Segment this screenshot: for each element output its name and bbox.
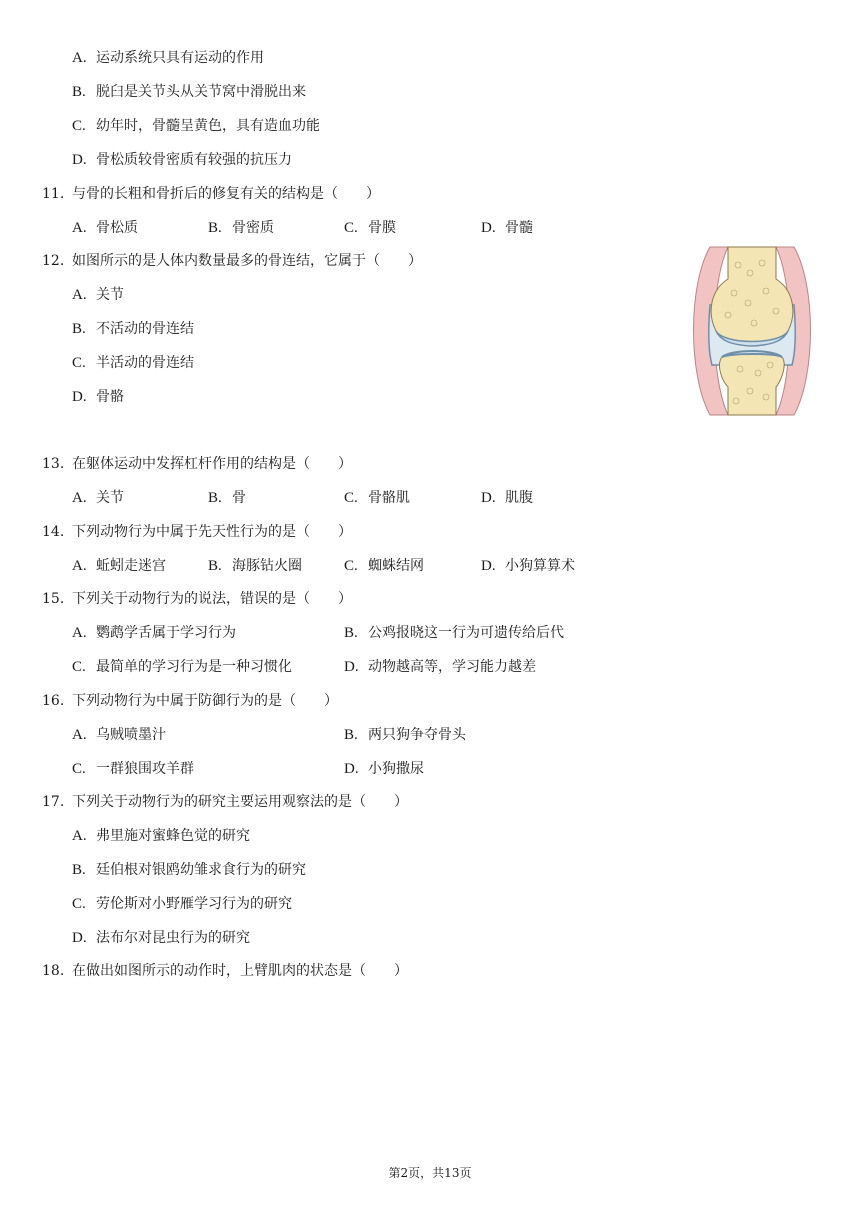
option-text: 法布尔对昆虫行为的研究 <box>96 930 250 946</box>
option-label: C. <box>72 659 86 675</box>
option-label: A. <box>72 50 87 66</box>
question-number: 15. <box>42 591 65 607</box>
q11-option-a <box>72 218 138 238</box>
q13-option-c <box>344 488 410 508</box>
question-number: 11. <box>42 186 65 202</box>
joint-diagram <box>688 245 816 417</box>
q15-option-a <box>72 623 236 643</box>
option-text: 关节 <box>96 490 124 506</box>
q17-option-d <box>72 928 250 948</box>
option-label: A. <box>72 490 87 506</box>
question-number: 18. <box>42 963 65 979</box>
question-stem: 在做出如图所示的动作时，上臂肌肉的状态是（ ） <box>72 963 408 979</box>
option-label: C. <box>72 355 86 371</box>
option-label: A. <box>72 828 87 844</box>
option-text: 脱臼是关节头从关节窝中滑脱出来 <box>96 84 306 100</box>
q14-option-d <box>481 556 575 576</box>
q14-option-a <box>72 556 166 576</box>
q10-option-a <box>72 48 264 68</box>
option-label: B. <box>344 727 358 743</box>
q16-option-c <box>72 759 194 779</box>
option-label: D. <box>72 930 87 946</box>
q12-option-a <box>72 285 124 305</box>
option-text: 蚯蚓走迷宫 <box>96 558 166 574</box>
option-text: 蜘蛛结网 <box>368 558 424 574</box>
q11-option-d <box>481 218 533 238</box>
q14-option-c <box>344 556 424 576</box>
page-footer: 第2页，共13页 <box>388 1166 472 1180</box>
q15-option-d <box>344 657 536 677</box>
option-label: B. <box>208 558 222 574</box>
question-stem: 在躯体运动中发挥杠杆作用的结构是（ ） <box>72 456 352 472</box>
option-label: A. <box>72 625 87 641</box>
option-label: D. <box>344 659 359 675</box>
q12-option-d <box>72 387 124 407</box>
q13-option-a <box>72 488 124 508</box>
q10-option-b <box>72 82 306 102</box>
question-stem: 下列关于动物行为的说法，错误的是（ ） <box>72 591 352 607</box>
q13-option-b <box>208 488 246 508</box>
option-label: C. <box>72 761 86 777</box>
option-label: A. <box>72 220 87 236</box>
q17-option-b <box>72 860 306 880</box>
option-text: 廷伯根对银鸥幼雏求食行为的研究 <box>96 862 306 878</box>
option-text: 最简单的学习行为是一种习惯化 <box>96 659 292 675</box>
question-stem: 下列动物行为中属于防御行为的是（ ） <box>72 693 338 709</box>
option-text: 运动系统只具有运动的作用 <box>96 50 264 66</box>
option-text: 肌腹 <box>505 490 533 506</box>
option-text: 小狗算算术 <box>505 558 575 574</box>
option-text: 骨 <box>232 490 246 506</box>
option-text: 骨膜 <box>368 220 396 236</box>
q10-option-c <box>72 116 320 136</box>
option-label: C. <box>72 896 86 912</box>
option-label: B. <box>208 220 222 236</box>
upper-bone <box>711 247 793 342</box>
q16-option-b <box>344 725 466 745</box>
option-label: D. <box>72 389 87 405</box>
option-label: C. <box>344 490 358 506</box>
option-text: 乌贼喷墨汁 <box>96 727 166 743</box>
option-label: B. <box>72 84 86 100</box>
option-label: C. <box>344 220 358 236</box>
option-label: D. <box>481 220 496 236</box>
option-text: 公鸡报晓这一行为可遗传给后代 <box>368 625 564 641</box>
q16-option-d <box>344 759 424 779</box>
option-text: 骨松质较骨密质有较强的抗压力 <box>96 152 292 168</box>
option-label: A. <box>72 727 87 743</box>
option-label: D. <box>344 761 359 777</box>
option-text: 骨松质 <box>96 220 138 236</box>
q12-option-c <box>72 353 194 373</box>
option-label: B. <box>208 490 222 506</box>
q14-option-b <box>208 556 302 576</box>
option-text: 幼年时，骨髓呈黄色，具有造血功能 <box>96 118 320 134</box>
q11-option-c <box>344 218 396 238</box>
question-stem: 下列关于动物行为的研究主要运用观察法的是（ ） <box>72 794 408 810</box>
q15-option-b <box>344 623 564 643</box>
option-text: 骨髓 <box>505 220 533 236</box>
option-label: C. <box>344 558 358 574</box>
q17-option-a <box>72 826 250 846</box>
q10-option-d <box>72 150 292 170</box>
question-stem: 如图所示的是人体内数量最多的骨连结，它属于（ ） <box>72 253 422 269</box>
question-number: 12. <box>42 253 65 269</box>
question-number: 16. <box>42 693 65 709</box>
option-label: D. <box>481 490 496 506</box>
option-label: D. <box>72 152 87 168</box>
option-text: 不活动的骨连结 <box>96 321 194 337</box>
option-label: C. <box>72 118 86 134</box>
option-text: 鹦鹉学舌属于学习行为 <box>96 625 236 641</box>
option-text: 一群狼围攻羊群 <box>96 761 194 777</box>
option-text: 弗里施对蜜蜂色觉的研究 <box>96 828 250 844</box>
q11-option-b <box>208 218 274 238</box>
lower-bone <box>720 351 785 415</box>
option-text: 骨骼肌 <box>368 490 410 506</box>
q16-option-a <box>72 725 166 745</box>
q13-option-d <box>481 488 533 508</box>
option-text: 骨骼 <box>96 389 124 405</box>
option-text: 关节 <box>96 287 124 303</box>
option-label: A. <box>72 287 87 303</box>
question-stem: 与骨的长粗和骨折后的修复有关的结构是（ ） <box>72 186 380 202</box>
option-text: 海豚钻火圈 <box>232 558 302 574</box>
option-label: B. <box>72 862 86 878</box>
option-text: 半活动的骨连结 <box>96 355 194 371</box>
option-text: 劳伦斯对小野雁学习行为的研究 <box>96 896 292 912</box>
option-label: D. <box>481 558 496 574</box>
option-text: 骨密质 <box>232 220 274 236</box>
q17-option-c <box>72 894 292 914</box>
q15-option-c <box>72 657 292 677</box>
option-text: 动物越高等，学习能力越差 <box>368 659 536 675</box>
question-number: 13. <box>42 456 65 472</box>
option-label: B. <box>344 625 358 641</box>
option-label: A. <box>72 558 87 574</box>
option-text: 两只狗争夺骨头 <box>368 727 466 743</box>
q12-option-b <box>72 319 194 339</box>
option-text: 小狗撒尿 <box>368 761 424 777</box>
question-stem: 下列动物行为中属于先天性行为的是（ ） <box>72 524 352 540</box>
question-number: 14. <box>42 524 65 540</box>
question-number: 17. <box>42 794 65 810</box>
option-label: B. <box>72 321 86 337</box>
